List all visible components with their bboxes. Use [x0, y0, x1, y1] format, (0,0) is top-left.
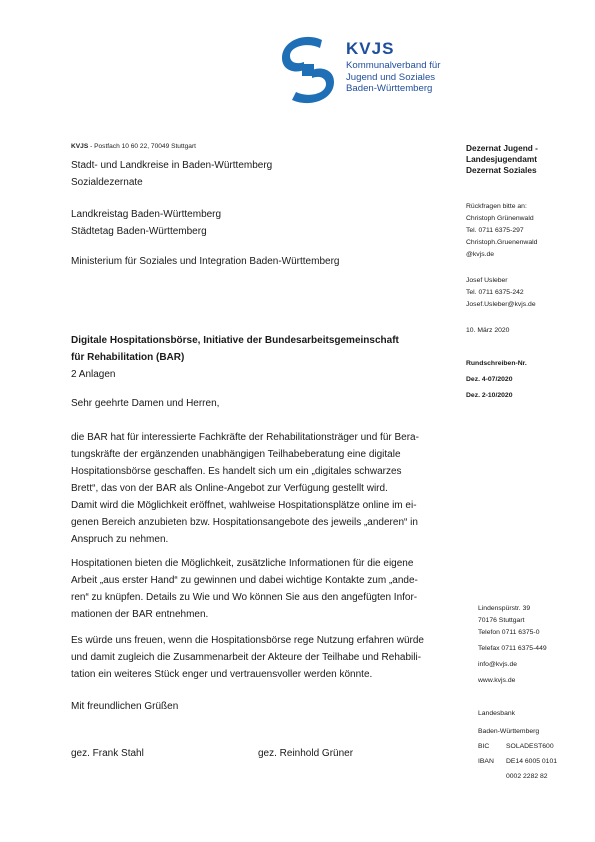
contact-name: Josef Usleber: [466, 277, 508, 284]
sender-address: - Postfach 10 60 22, 70049 Stuttgart: [88, 143, 197, 150]
text-line: ren“ zu knüpfen. Details zu Wie und Wo können Sie aus den angefügten Infor-: [71, 592, 418, 603]
subject-block: [71, 332, 461, 383]
bic-label: BIC: [478, 743, 490, 750]
bank-name: [478, 705, 588, 741]
contact-email: Josef.Usleber@kvjs.de: [466, 301, 536, 308]
fax-number: Telefax 0711 6375-449: [478, 645, 547, 652]
logo-tagline: [346, 60, 466, 95]
rundschreiben-number: Dez. 2-10/2020: [466, 392, 513, 399]
recipient-line: Stadt- und Landkreise in Baden-Württemberg: [71, 160, 273, 171]
text-line: Hospitationen bieten die Möglichkeit, zusätzliche Informationen für die eigene: [71, 558, 414, 569]
bank-line: Landesbank: [478, 710, 516, 717]
attachments-note: 2 Anlagen: [71, 369, 116, 380]
bank-details: [478, 739, 583, 784]
address-line: Lindenspürstr. 39: [478, 605, 531, 612]
contact-phone: Tel. 0711 6375-242: [466, 289, 524, 296]
logo-line: Baden-Württemberg: [346, 83, 433, 94]
closing: Mit freundlichen Grüßen: [71, 701, 179, 712]
letter-date: 10. März 2020: [466, 327, 510, 334]
logo-line: Jugend und Soziales: [346, 71, 436, 83]
contact-email-domain: @kvjs.de: [466, 251, 495, 258]
subject-line: für Rehabilitation (BAR): [71, 352, 185, 363]
contact-intro: Rückfragen bitte an:: [466, 203, 527, 210]
paragraph-2: [71, 555, 461, 623]
recipient-block-2: [71, 206, 221, 240]
bic-value: SOLADEST600: [506, 743, 554, 750]
iban-row-continued: [478, 769, 583, 784]
address-line: 70176 Stuttgart: [478, 617, 525, 624]
department-line: Dezernat Jugend -: [466, 143, 538, 153]
iban-label: IBAN: [478, 758, 494, 765]
text-line: Arbeit „aus erster Hand“ zu gewinnen und dabei wichtige Kontakte zum „ande-: [71, 575, 418, 586]
recipient-line: Ministerium für Soziales und Integration Baden-Württemberg: [71, 256, 340, 267]
text-line: mationen der BAR entnehmen.: [71, 609, 209, 620]
contact-block-2: [466, 275, 576, 311]
department-header: [466, 143, 576, 176]
paragraph-3: [71, 632, 461, 683]
text-line: tation ein weiteres Stück enger und vertrauensvoller werden könnte.: [71, 669, 373, 680]
text-line: Anspruch zu nehmen.: [71, 534, 169, 545]
iban-value-continued: 0002 2282 82: [506, 773, 548, 780]
bic-row: [478, 739, 583, 754]
kvjs-emblem-icon: [276, 34, 340, 106]
logo-wordmark: KVJS: [346, 39, 395, 58]
text-line: tungskräfte der ergänzenden unabhängigen Teilhabeberatung eine digitale: [71, 449, 401, 460]
rundschreiben-number: Dez. 4-07/2020: [466, 376, 513, 383]
signature-right: gez. Reinhold Grüner: [258, 748, 354, 759]
iban-value: DE14 6005 0101: [506, 758, 558, 765]
iban-row: [478, 754, 583, 769]
bank-line: Baden-Württemberg: [478, 728, 540, 735]
text-line: und damit zugleich die Zusammenarbeit der Akteure der Teilhabe und Rehabili-: [71, 652, 422, 663]
contact-block-1: [466, 201, 576, 261]
office-website: www.kvjs.de: [478, 677, 516, 684]
recipient-line: Landkreistag Baden-Württemberg: [71, 209, 222, 220]
subject-line: Digitale Hospitationsbörse, Initiative der Bundesarbeitsgemeinschaft: [71, 335, 399, 346]
recipient-block-1: [71, 157, 272, 191]
department-line: Landesjugendamt: [466, 154, 537, 164]
text-line: Damit wird die Möglichkeit eröffnet, wahlweise Hospitationsplätze online im ei-: [71, 500, 417, 511]
text-line: Hospitationsbörse geschaffen. Es handelt sich um ein „digitales schwarzes: [71, 466, 402, 477]
recipient-line: Städtetag Baden-Württemberg: [71, 226, 207, 237]
office-email: info@kvjs.de: [478, 661, 518, 668]
recipient-line: Sozialdezernate: [71, 177, 143, 188]
logo-line: Kommunalverband für: [346, 60, 441, 71]
text-line: Es würde uns freuen, wenn die Hospitationsbörse rege Nutzung erfahren würde: [71, 635, 424, 646]
contact-name: Christoph Grünenwald: [466, 215, 534, 222]
contact-phone: Tel. 0711 6375-297: [466, 227, 524, 234]
department-line: Dezernat Soziales: [466, 165, 537, 175]
kvjs-logo: [276, 34, 466, 106]
rundschreiben-label: Rundschreiben-Nr.: [466, 360, 527, 367]
office-address: [478, 603, 588, 639]
signature-left: gez. Frank Stahl: [71, 748, 144, 759]
address-line: Telefon 0711 6375-0: [478, 629, 540, 636]
text-line: Brett“, das von der BAR als Online-Angebot zur Verfügung gestellt wird.: [71, 483, 388, 494]
text-line: genen Bereich anzubieten bzw. Hospitationsangebote des jeweils „anderen“ in: [71, 517, 418, 528]
salutation: Sehr geehrte Damen und Herren,: [71, 398, 220, 409]
sender-org: KVJS: [71, 143, 89, 150]
sender-line: [71, 143, 196, 150]
text-line: die BAR hat für interessierte Fachkräfte der Rehabilitationsträger und für Bera-: [71, 432, 419, 443]
recipient-block-3: [71, 253, 339, 270]
contact-email: Christoph.Gruenenwald: [466, 239, 538, 246]
paragraph-1: [71, 429, 461, 548]
